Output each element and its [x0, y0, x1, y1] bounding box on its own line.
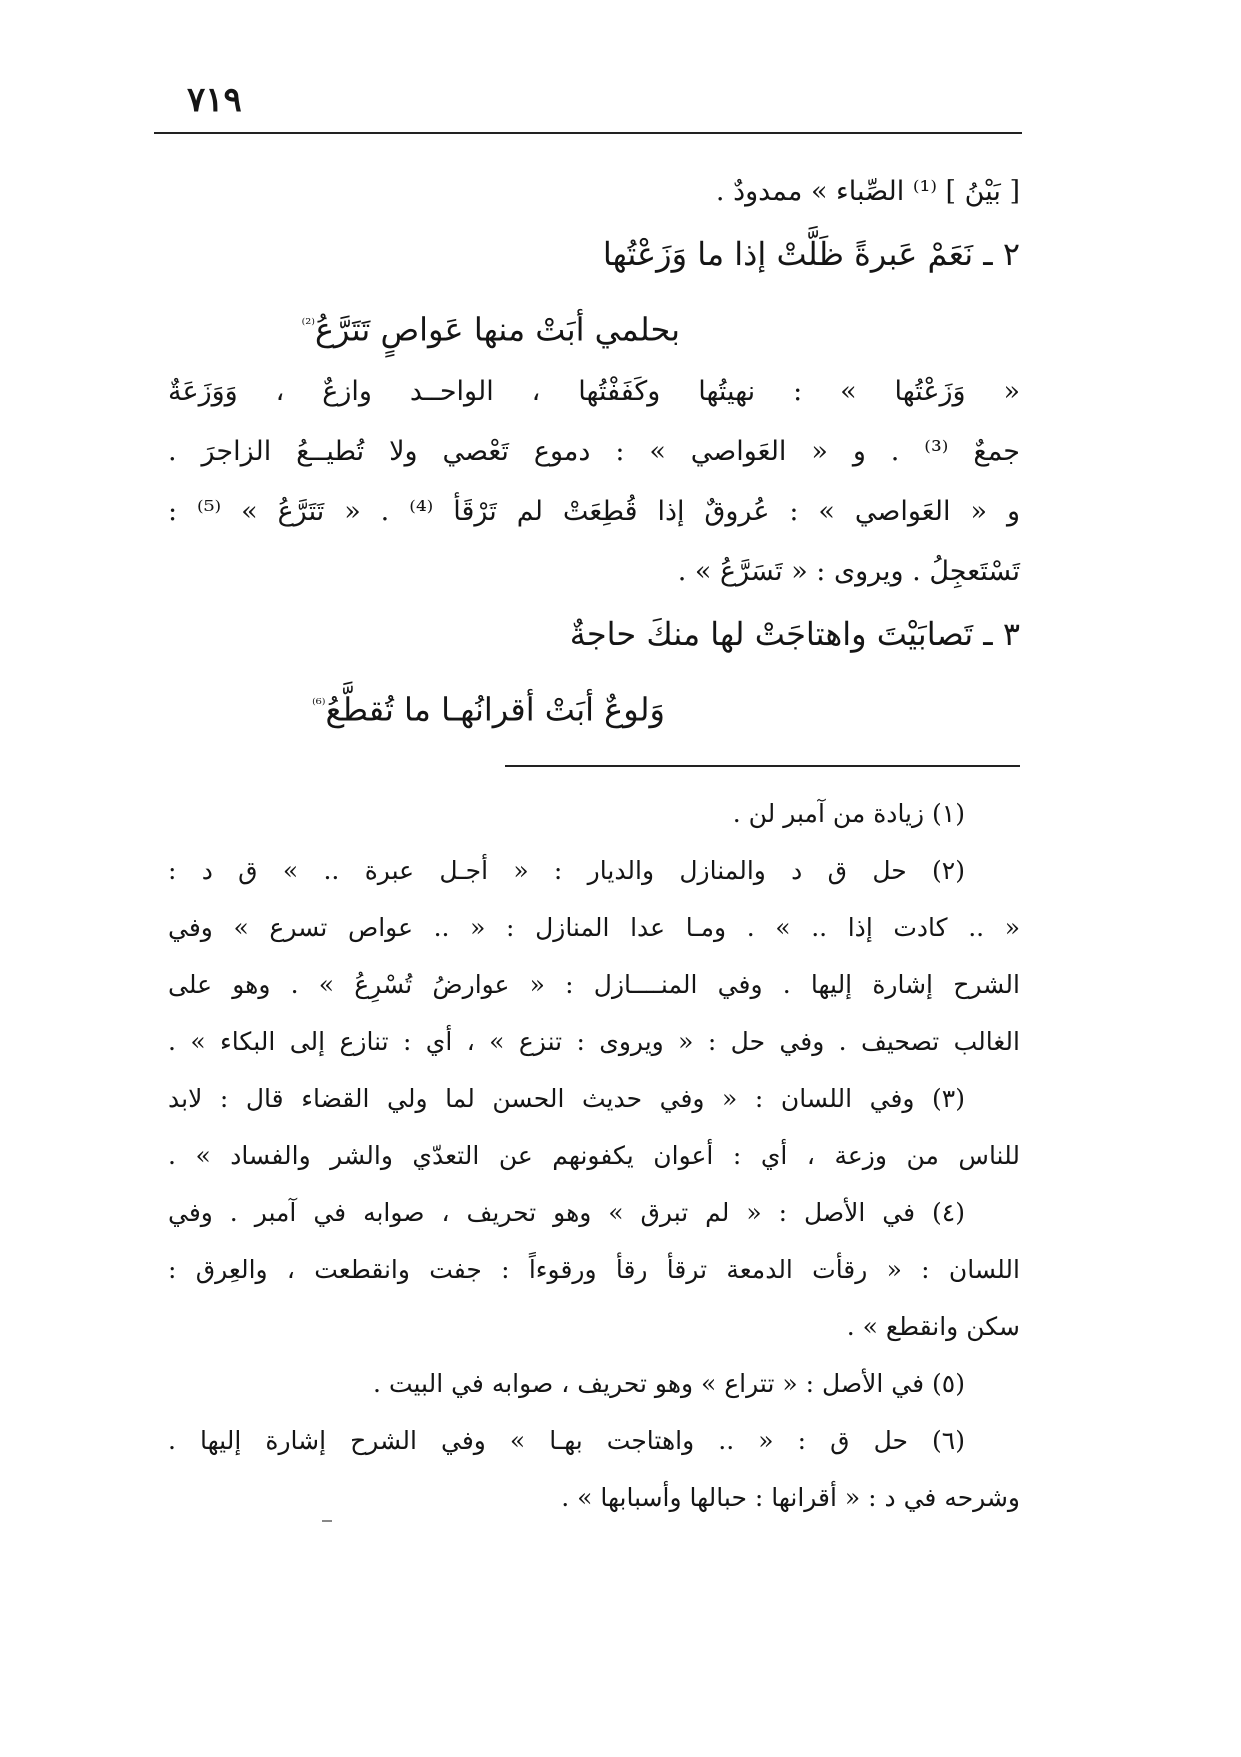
footnote-line: (٣) وفي اللسان : « وفي حديث الحسن لما ولي القضاء قال : لابد: [168, 1084, 965, 1113]
verse-text: وَلوعٌ أبَتْ أقرانُهـا ما تُقطَّعُ: [325, 690, 665, 729]
line-text: [ بَيْنُ ] ⁽¹⁾ الصِّباء » ممدودٌ .: [715, 176, 1020, 207]
main-text: [168, 162, 1020, 742]
footnote-line: (٢) حل ق د والمنازل والديار : « أجـل عبرة .. » ق د :: [168, 856, 965, 885]
verse-text: ٣ ـ تَصابَيْتَ واهتاجَتْ لها منكَ حاجةٌ: [569, 615, 1020, 653]
footnote-ref: ⁽²⁾: [301, 315, 315, 333]
footnote-line: (١) زيادة من آمبر لن .: [732, 799, 965, 828]
footnote-line: الغالب تصحيف . وفي حل : « ويروى : تنزع » ، أي : تنازع إلى البكاء » .: [168, 1027, 1020, 1056]
body-line: [168, 482, 1020, 542]
footnote-line: « .. كادت إذا .. » . ومـا عدا المنازل : « .. عواص تسرع » وفي: [168, 913, 1020, 942]
line-text: تَسْتَعجِلُ . ويروى : « تَسَرَّعُ » .: [677, 556, 1020, 587]
footnote-line: (٤) في الأصل : « لم تبرق » وهو تحريف ، صوابه في آمبر . وفي: [168, 1198, 965, 1227]
verse-hemistich-first: [168, 222, 1020, 292]
footnote-line: اللسان : « رقأت الدمعة ترقأ رقأ ورقوءاً : جفت وانقطعت ، والعِرق :: [168, 1255, 1020, 1284]
footnote-line: (٥) في الأصل : « تتراع » وهو تحريف ، صوابه في البيت .: [373, 1369, 965, 1398]
verse-hemistich-second: [168, 672, 1020, 742]
footnotes: [168, 785, 1020, 1526]
line-text: « وَزَعْتُها » : نهيتُها وكَفَفْتُها ، الواحــد وازعٌ ، وَوَزَعَةٌ: [168, 376, 1020, 407]
footnote-line: للناس من وزعة ، أي : أعوان يكفونهم عن التعدّي والشر والفساد » .: [168, 1141, 1020, 1170]
footnote-line: وشرحه في د : « أقرانها : حبالها وأسبابها » .: [561, 1483, 1020, 1512]
verse-hemistich-second: [168, 292, 1020, 362]
footnote-line: سكن وانقطع » .: [846, 1312, 1020, 1341]
line-text: جمعٌ ⁽³⁾ . و « العَواصي » : دموع تَعْصي ولا تُطيــعُ الزاجرَ .: [168, 436, 1020, 467]
footnote-ref: ⁽⁶⁾: [312, 695, 326, 713]
body-line: [168, 422, 1020, 482]
footnote-line: (٦) حل ق : « .. واهتاجت بهـا » وفي الشرح إشارة إليها .: [168, 1426, 965, 1455]
line-text: و « العَواصي » : عُروقٌ إذا قُطِعَتْ لم تَرْقَأ ⁽⁴⁾ . « تَتَرَّعُ » ⁽⁵⁾ :: [168, 496, 1021, 527]
footnote-line: الشرح إشارة إليها . وفي المنــــازل : « عوارضُ تُسْرِعُ » . وهو على: [168, 970, 1020, 999]
footnote-separator: [505, 765, 1020, 767]
body-line: [168, 162, 1020, 222]
header-rule: [154, 132, 1022, 134]
verse-text: بحلمي أبَتْ منها عَواصٍ تَتَرَّعُ: [314, 310, 680, 349]
page-number: ٧١٩: [187, 80, 242, 120]
verse-text: ٢ ـ نَعَمْ عَبرةً ظَلَّتْ إذا ما وَزَعْتُها: [602, 235, 1020, 273]
verse-hemistich-first: [168, 602, 1020, 672]
body-line: [168, 362, 1020, 422]
body-line: [168, 542, 1020, 602]
print-speck: [322, 1520, 332, 1522]
